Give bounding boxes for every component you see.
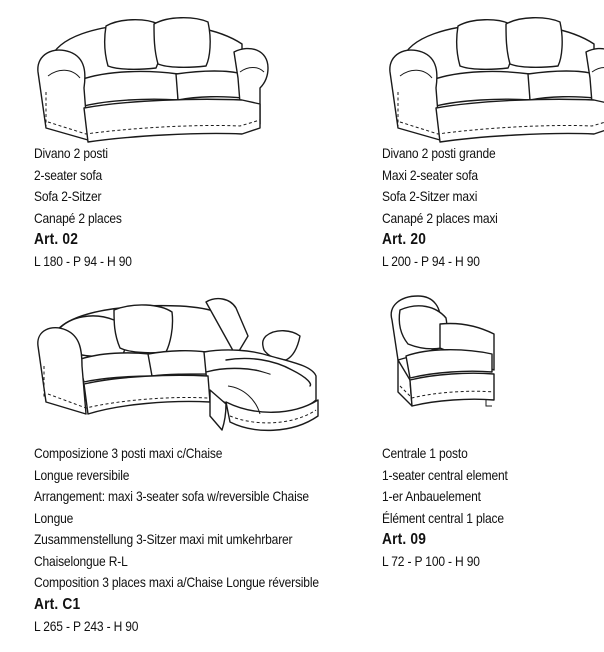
article-code: Art. C1 xyxy=(34,595,81,613)
article-code: Art. 20 xyxy=(382,231,427,248)
description-line: Composition 3 places maxi a/Chaise Longue réversible xyxy=(34,574,319,590)
sofa-2-seater-drawing xyxy=(28,8,288,148)
description-line: Composizione 3 posti maxi c/Chaise xyxy=(34,445,223,461)
dimensions: L 72 - P 100 - H 90 xyxy=(382,553,480,569)
description-line: Zusammenstellung 3-Sitzer maxi mit umkehrbarer xyxy=(34,531,293,547)
central-element-drawing xyxy=(378,288,518,428)
article-code: Art. 02 xyxy=(34,231,79,248)
dimensions: L 180 - P 94 - H 90 xyxy=(34,253,132,269)
description-line: Sofa 2-Sitzer maxi xyxy=(382,188,478,204)
description-line: Maxi 2-seater sofa xyxy=(382,166,478,183)
article-code: Art. 09 xyxy=(382,531,427,548)
description-line: Centrale 1 posto xyxy=(382,445,468,461)
description-line: Élément central 1 place xyxy=(382,509,504,526)
description-line: Canapé 2 places xyxy=(34,209,122,226)
description-art-02 xyxy=(34,143,132,273)
description-art-c1 xyxy=(34,443,319,637)
description-line: Chaiselongue R-L xyxy=(34,552,128,569)
description-line: Arrangement: maxi 3-seater sofa w/reversible Chaise xyxy=(34,488,309,504)
description-line: Canapé 2 places maxi xyxy=(382,209,498,226)
description-art-20 xyxy=(382,143,498,273)
description-line: Longue xyxy=(34,509,74,526)
description-art-09 xyxy=(382,443,508,573)
description-line: Divano 2 posti grande xyxy=(382,145,496,161)
description-line: Divano 2 posti xyxy=(34,145,108,161)
description-line: Longue reversibile xyxy=(34,466,130,483)
composition-chaise-longue-drawing xyxy=(30,290,330,440)
description-line: 1-er Anbauelement xyxy=(382,488,481,504)
sofa-2-seater-maxi-drawing xyxy=(380,8,604,148)
description-line: 1-seater central element xyxy=(382,466,508,483)
dimensions: L 265 - P 243 - H 90 xyxy=(34,617,139,634)
description-line: Sofa 2-Sitzer xyxy=(34,188,102,204)
description-line: 2-seater sofa xyxy=(34,166,103,183)
dimensions: L 200 - P 94 - H 90 xyxy=(382,253,480,269)
